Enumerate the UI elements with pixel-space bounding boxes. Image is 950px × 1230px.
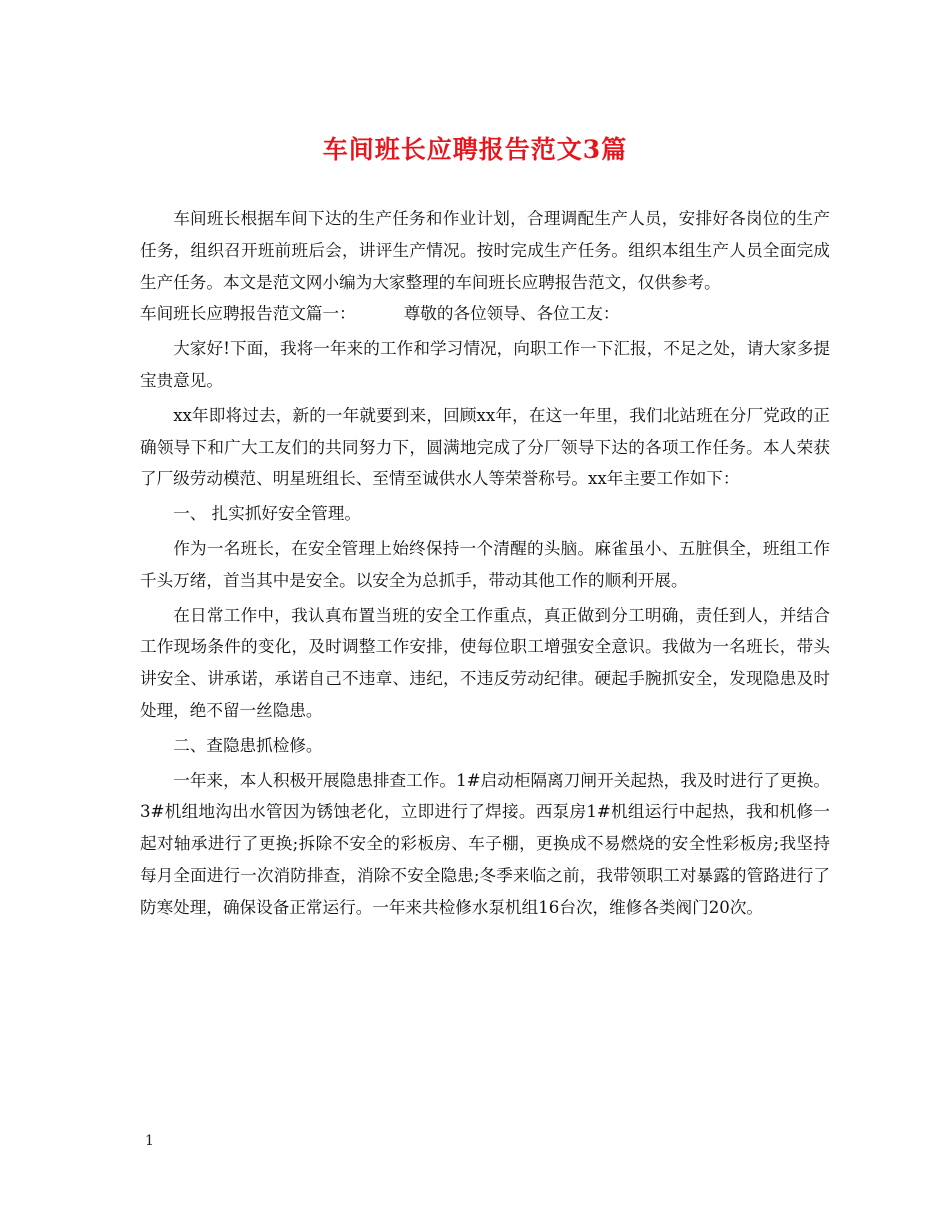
document-title: 车间班长应聘报告范文3篇: [322, 135, 628, 164]
body-paragraph-5: 一年来，本人积极开展隐患排查工作。1#启动柜隔离刀闸开关起热，我及时进行了更换。3#机组地沟出水管因为锈蚀老化，立即进行了焊接。西泵房1#机组运行中起热，我和机修一起对轴承进行了更换;拆除不安全的彩板房、车子棚，更换成不易燃烧的安全性彩板房;我坚持每月全面进行一次消防排查，消除不安全隐患;冬季来临之前，我带领职工对暴露的管路进行了防寒处理，确保设备正常运行。一年来共检修水泵机组16台次，维修各类阀门20次。: [140, 770, 830, 917]
section-heading-line: [140, 298, 830, 330]
intro-paragraph: 车间班长根据车间下达的生产任务和作业计划，合理调配生产人员，安排好各岗位的生产任务，组织召开班前班后会，讲评生产情况。按时完成生产任务。组织本组生产人员全面完成生产任务。本文是范文网小编为大家整理的车间班长应聘报告范文，仅供参考。: [140, 209, 830, 292]
subheading-inspection: 二、查隐患抓检修。: [173, 735, 323, 755]
body-paragraph-1: 大家好!下面，我将一年来的工作和学习情况，向职工作一下汇报，不足之处，请大家多提宝贵意见。: [140, 339, 830, 390]
subheading-safety: 一、 扎实抓好安全管理。: [173, 504, 361, 524]
body-paragraph-4: 在日常工作中，我认真布置当班的安全工作重点，真正做到分工明确，责任到人，并结合工作现场条件的变化，及时调整工作安排，使每位职工增强安全意识。我做为一名班长，带头讲安全、讲承诺，承诺自己不违章、违纪，不违反劳动纪律。硬起手腕抓安全，发现隐患及时处理，绝不留一丝隐患。: [140, 605, 830, 720]
body-paragraph-2: xx年即将过去，新的一年就要到来，回顾xx年，在这一年里，我们北站班在分厂党政的正确领导下和广大工友们的共同努力下，圆满地完成了分厂领导下达的各项工作任务。本人荣获了厂级劳动模范、明星班组长、至情至诚供水人等荣誉称号。xx年主要工作如下：: [140, 405, 830, 489]
document-body: [140, 203, 830, 927]
body-paragraph-3: 作为一名班长，在安全管理上始终保持一个清醒的头脑。麻雀虽小、五脏俱全，班组工作千头万绪，首当其中是安全。以安全为总抓手，带动其他工作的顺利开展。: [140, 538, 830, 590]
section-heading: 车间班长应聘报告范文篇一：: [140, 304, 356, 324]
salutation: 尊敬的各位领导、各位工友：: [403, 304, 620, 324]
page-number: 1: [145, 1133, 154, 1149]
